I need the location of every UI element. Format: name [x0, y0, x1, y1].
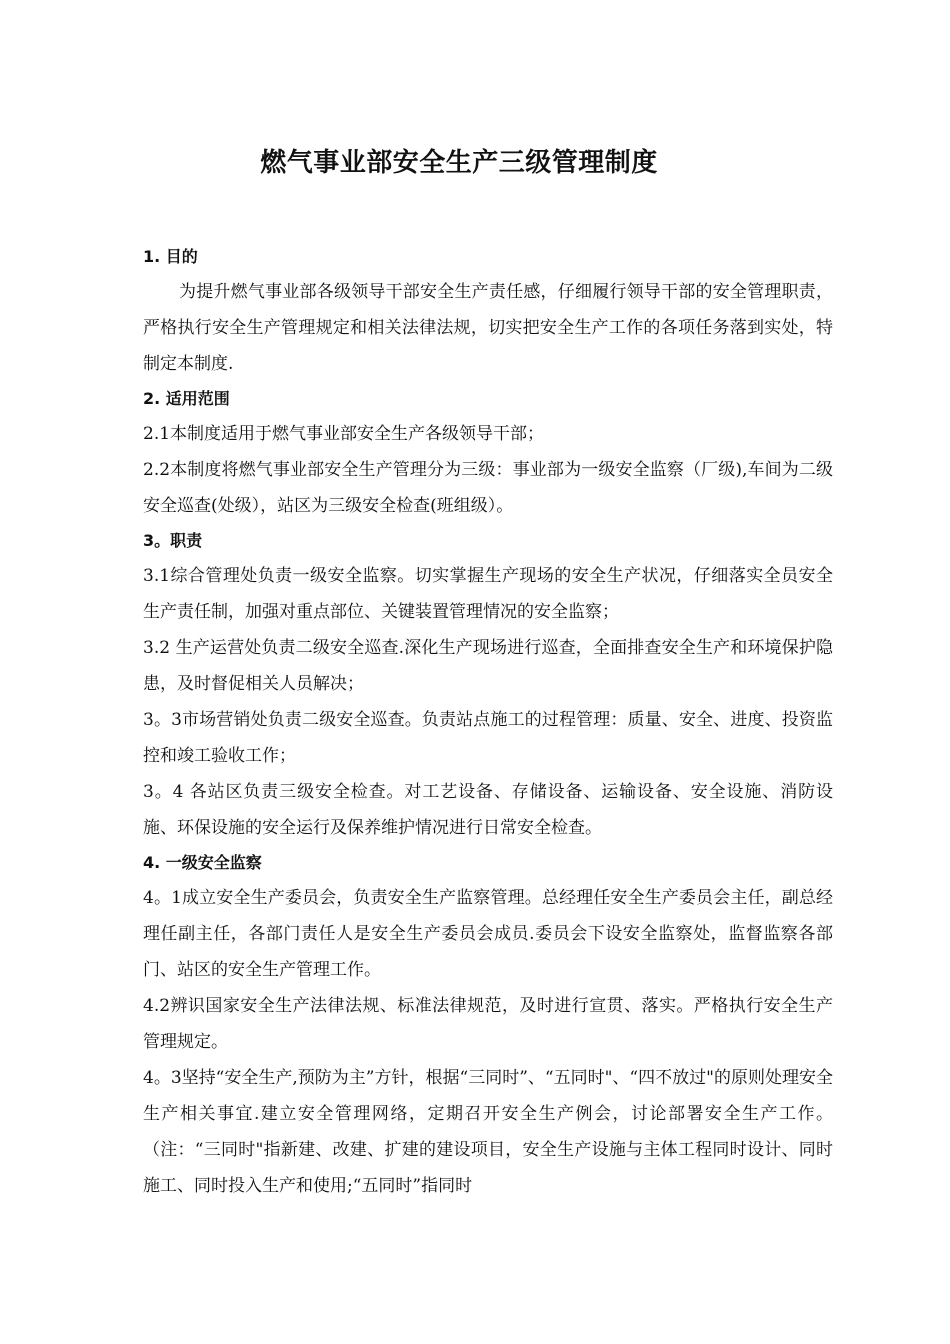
section-heading: 1. 目的: [143, 247, 198, 266]
paragraph: 4。3坚持“安全生产,预防为主”方针，根据“三同时”、“五同时"、“四不放过"的原则处理安全生产相关事宜.建立安全管理网络，定期召开安全生产例会，讨论部署安全生产工作。（注：“三同时"指新建、改建、扩建的建设项目，安全生产设施与主体工程同时设计、同时施工、同时投入生产和使用;“五同时”指同时: [143, 1068, 833, 1196]
paragraph: 2.2本制度将燃气事业部安全生产管理分为三级：事业部为一级安全监察（厂级),车间为二级安全巡查(处级），站区为三级安全检查(班组级）。: [143, 460, 833, 516]
paragraph: 3.2 生产运营处负责二级安全巡查.深化生产现场进行巡查，全面排查安全生产和环境保护隐患，及时督促相关人员解决；: [143, 638, 833, 694]
section-heading: 3。职责: [143, 531, 203, 550]
paragraph: 2.1本制度适用于燃气事业部安全生产各级领导干部；: [143, 424, 545, 444]
section-purpose: [143, 240, 833, 382]
section-level1: [143, 846, 833, 1204]
section-scope: [143, 382, 833, 524]
section-heading: 4. 一级安全监察: [143, 853, 262, 872]
paragraph: 4。1成立安全生产委员会，负责安全生产监察管理。总经理任安全生产委员会主任，副总经理任副主任，各部门责任人是安全生产委员会成员.委员会下设安全监察处，监督监察各部门、站区的安全生产管理工作。: [143, 888, 833, 980]
document-body: [143, 240, 833, 1204]
paragraph: 3。3市场营销处负责二级安全巡查。负责站点施工的过程管理：质量、安全、进度、投资监控和竣工验收工作；: [143, 710, 833, 766]
paragraph: 4.2辨识国家安全生产法律法规、标准法律规范，及时进行宣贯、落实。严格执行安全生产管理规定。: [143, 996, 833, 1052]
section-duties: [143, 524, 833, 846]
paragraph: 3.1综合管理处负责一级安全监察。切实掌握生产现场的安全生产状况，仔细落实全员安全生产责任制，加强对重点部位、关键装置管理情况的安全监察；: [143, 566, 833, 622]
document-title: 燃气事业部安全生产三级管理制度: [260, 148, 658, 178]
paragraph: 3。4 各站区负责三级安全检查。对工艺设备、存储设备、运输设备、安全设施、消防设施、环保设施的安全运行及保养维护情况进行日常安全检查。: [143, 782, 833, 838]
paragraph: 为提升燃气事业部各级领导干部安全生产责任感，仔细履行领导干部的安全管理职责，严格执行安全生产管理规定和相关法律法规，切实把安全生产工作的各项任务落到实处，特制定本制度.: [143, 282, 833, 374]
section-heading: 2. 适用范围: [143, 389, 230, 408]
